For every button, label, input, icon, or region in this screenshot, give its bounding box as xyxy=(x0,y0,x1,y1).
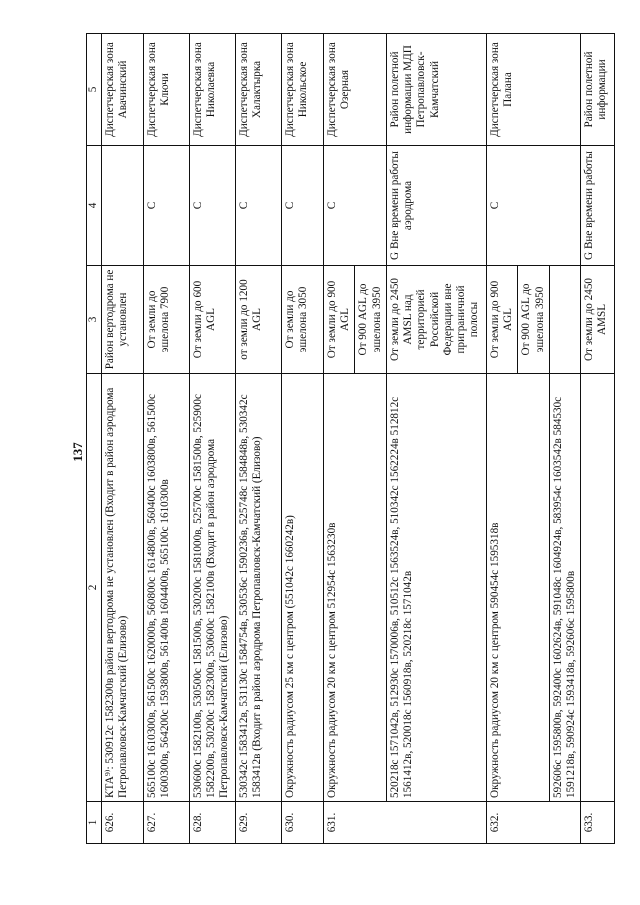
table-row xyxy=(486,34,549,844)
row-class: G Вне времени работы аэродрома xyxy=(386,146,486,266)
row-description: 530600с 1582100в, 530500с 1581500в, 530200с 1581000в, 525700с 1581500в, 525900с 1582200в, 530200с 1582300в, 530600с 1582100в (Входит в район аэродрома Петропавловск-Камчатский (Елизово) xyxy=(190,374,236,802)
row-description: Окружность радиусом 25 км с центром (551042с 1660242в) xyxy=(282,374,324,802)
row-limits: От земли до 2450 AMSL над территорией Российской Федерации вне приграничной полосы xyxy=(386,266,486,374)
table-row xyxy=(190,34,236,844)
row-zone: Диспетчерская зона Озерная xyxy=(324,34,387,146)
row-zone: Диспетчерская зона Халактырка xyxy=(236,34,282,146)
row-description: 565100с 1610300в, 561500с 1620000в, 560800с 1614800в, 560400с 1603800в, 561500с 1600300в, 564200с 1593800в, 561400в 1604400в, 565100с 1610300в xyxy=(144,374,190,802)
table-row xyxy=(236,34,282,844)
row-limits: Район вертодрома не установлен xyxy=(102,266,144,374)
row-zone: Диспетчерская зона Авачинский xyxy=(102,34,144,146)
limits-part: От земли до 900 AGL xyxy=(326,280,352,359)
row-description xyxy=(581,374,615,802)
row-number: 631. xyxy=(324,802,487,844)
row-class: С xyxy=(324,146,387,266)
row-description: 592606с 1595800в, 592400с 1602624в, 591048с 1604924в, 583954с 1603542в 584530с 1591218в, 590924с 1593418в, 592606с 1595800в xyxy=(549,374,580,802)
header-col-5: 5 xyxy=(87,34,102,146)
limits-part: От 900 AGL до эшелона 3950 xyxy=(518,266,549,373)
airspace-table xyxy=(86,33,615,844)
header-col-3: 3 xyxy=(87,266,102,374)
limits-part: От земли до 900 AGL xyxy=(488,280,515,359)
row-limits: от земли до 1200 AGL xyxy=(236,266,282,374)
table-row xyxy=(581,34,615,844)
row-class xyxy=(102,146,144,266)
table-sheet xyxy=(86,34,609,844)
header-col-2: 2 xyxy=(87,374,102,802)
row-number: 626. xyxy=(102,802,144,844)
row-limits: От земли до 600 AGL xyxy=(190,266,236,374)
row-zone: Диспетчерская зона Никольское xyxy=(282,34,324,146)
row-number: 632. xyxy=(486,802,580,844)
row-limits: От земли до эшелона 7900 xyxy=(144,266,190,374)
page-number-text: 137 xyxy=(70,442,85,462)
limits-part: От 900 AGL до эшелона 3950 xyxy=(355,266,386,373)
row-description: Окружность радиусом 20 км с центром 512954с 1563230в xyxy=(324,374,387,802)
table-row xyxy=(282,34,324,844)
row-number: 630. xyxy=(282,802,324,844)
row-zone: Диспетчерская зона Николаевка xyxy=(190,34,236,146)
header-row xyxy=(87,34,102,844)
row-number: 628. xyxy=(190,802,236,844)
header-col-4: 4 xyxy=(87,146,102,266)
row-number: 633. xyxy=(581,802,615,844)
row-zone: Диспетчерская зона Палана xyxy=(486,34,580,146)
row-number: 629. xyxy=(236,802,282,844)
row-description: 530342с 1583412в, 531130с 1584754в, 530536с 1590236в, 525748с 1584848в, 530342с 1583412в (Входит в район аэродрома Петропавловск-Камчатский (Елизово) xyxy=(236,374,282,802)
row-description: 520218с 1571042в, 512930с 1570006в, 510512с 1563524в, 510342с 1562224в 512812с 1561412в, 520018с 1560918в, 520218с 1571042в xyxy=(386,374,486,802)
row-class: С xyxy=(282,146,324,266)
row-limits: От земли до 2450 AMSL xyxy=(581,266,615,374)
row-class: С xyxy=(486,146,580,266)
row-zone: Район полетной информации xyxy=(581,34,615,146)
row-limits xyxy=(486,266,549,374)
table-row xyxy=(144,34,190,844)
table-row xyxy=(102,34,144,844)
row-zone: Диспетчерская зона Ключи xyxy=(144,34,190,146)
row-description: КТА⁹⁾: 530912с 1582300в район вертодрома не установлен (Входит в район аэродрома Петропавловск-Камчатский (Елизово) xyxy=(102,374,144,802)
row-class: G Вне времени работы xyxy=(581,146,615,266)
row-zone: Район полетной информации МДП Петропавловск-Камчатский xyxy=(386,34,486,146)
row-number: 627. xyxy=(144,802,190,844)
table-row xyxy=(324,34,387,844)
row-limits-empty xyxy=(549,266,580,374)
table-row xyxy=(386,34,486,844)
row-class: С xyxy=(190,146,236,266)
row-limits xyxy=(324,266,387,374)
row-class: С xyxy=(144,146,190,266)
row-class: С xyxy=(236,146,282,266)
header-col-1: 1 xyxy=(87,802,102,844)
row-description: Окружность радиусом 20 км с центром 590454с 1595318в xyxy=(486,374,549,802)
row-limits: От земли до эшелона 3050 xyxy=(282,266,324,374)
